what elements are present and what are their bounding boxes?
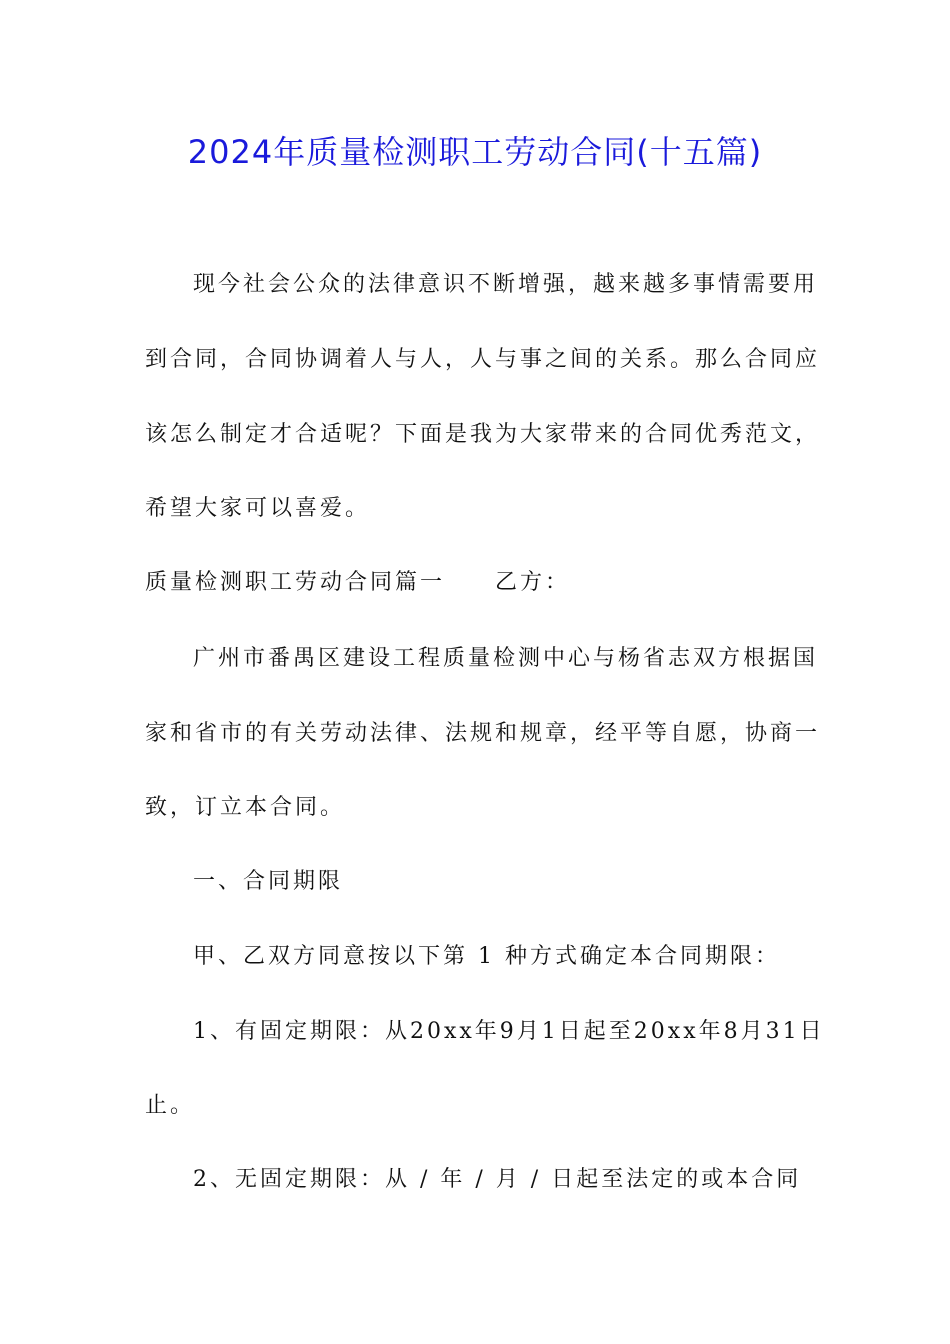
paragraph2-line-2: 家和省市的有关劳动法律、法规和规章，经平等自愿，协商一 xyxy=(145,721,821,746)
intro-line-4: 希望大家可以喜爱。 xyxy=(145,496,371,521)
item2-line-1: 2、无固定期限：从 / 年 / 月 / 日起至法定的或本合同 xyxy=(193,1167,802,1192)
paragraph2-line-1: 广州市番禺区建设工程质量检测中心与杨省志双方根据国 xyxy=(193,646,819,671)
section-heading-line xyxy=(145,568,570,598)
party-b-label: 乙方： xyxy=(495,570,571,595)
intro-line-3: 该怎么制定才合适呢？下面是我为大家带来的合同优秀范文， xyxy=(145,422,821,447)
clause1-heading: 一、合同期限 xyxy=(193,869,344,894)
item1-line-2: 止。 xyxy=(145,1093,196,1118)
clause1-text: 甲、乙双方同意按以下第 1 种方式确定本合同期限： xyxy=(193,944,780,969)
intro-line-1: 现今社会公众的法律意识不断增强，越来越多事情需要用 xyxy=(193,272,819,297)
document-title: 2024年质量检测职工劳动合同(十五篇) xyxy=(187,133,763,171)
item1-line-1: 1、有固定期限：从20xx年9月1日起至20xx年8月31日 xyxy=(193,1019,825,1044)
section-heading: 质量检测职工劳动合同篇一 xyxy=(145,570,446,595)
paragraph2-line-3: 致，订立本合同。 xyxy=(145,795,346,820)
intro-line-2: 到合同，合同协调着人与人，人与事之间的关系。那么合同应 xyxy=(145,347,821,372)
